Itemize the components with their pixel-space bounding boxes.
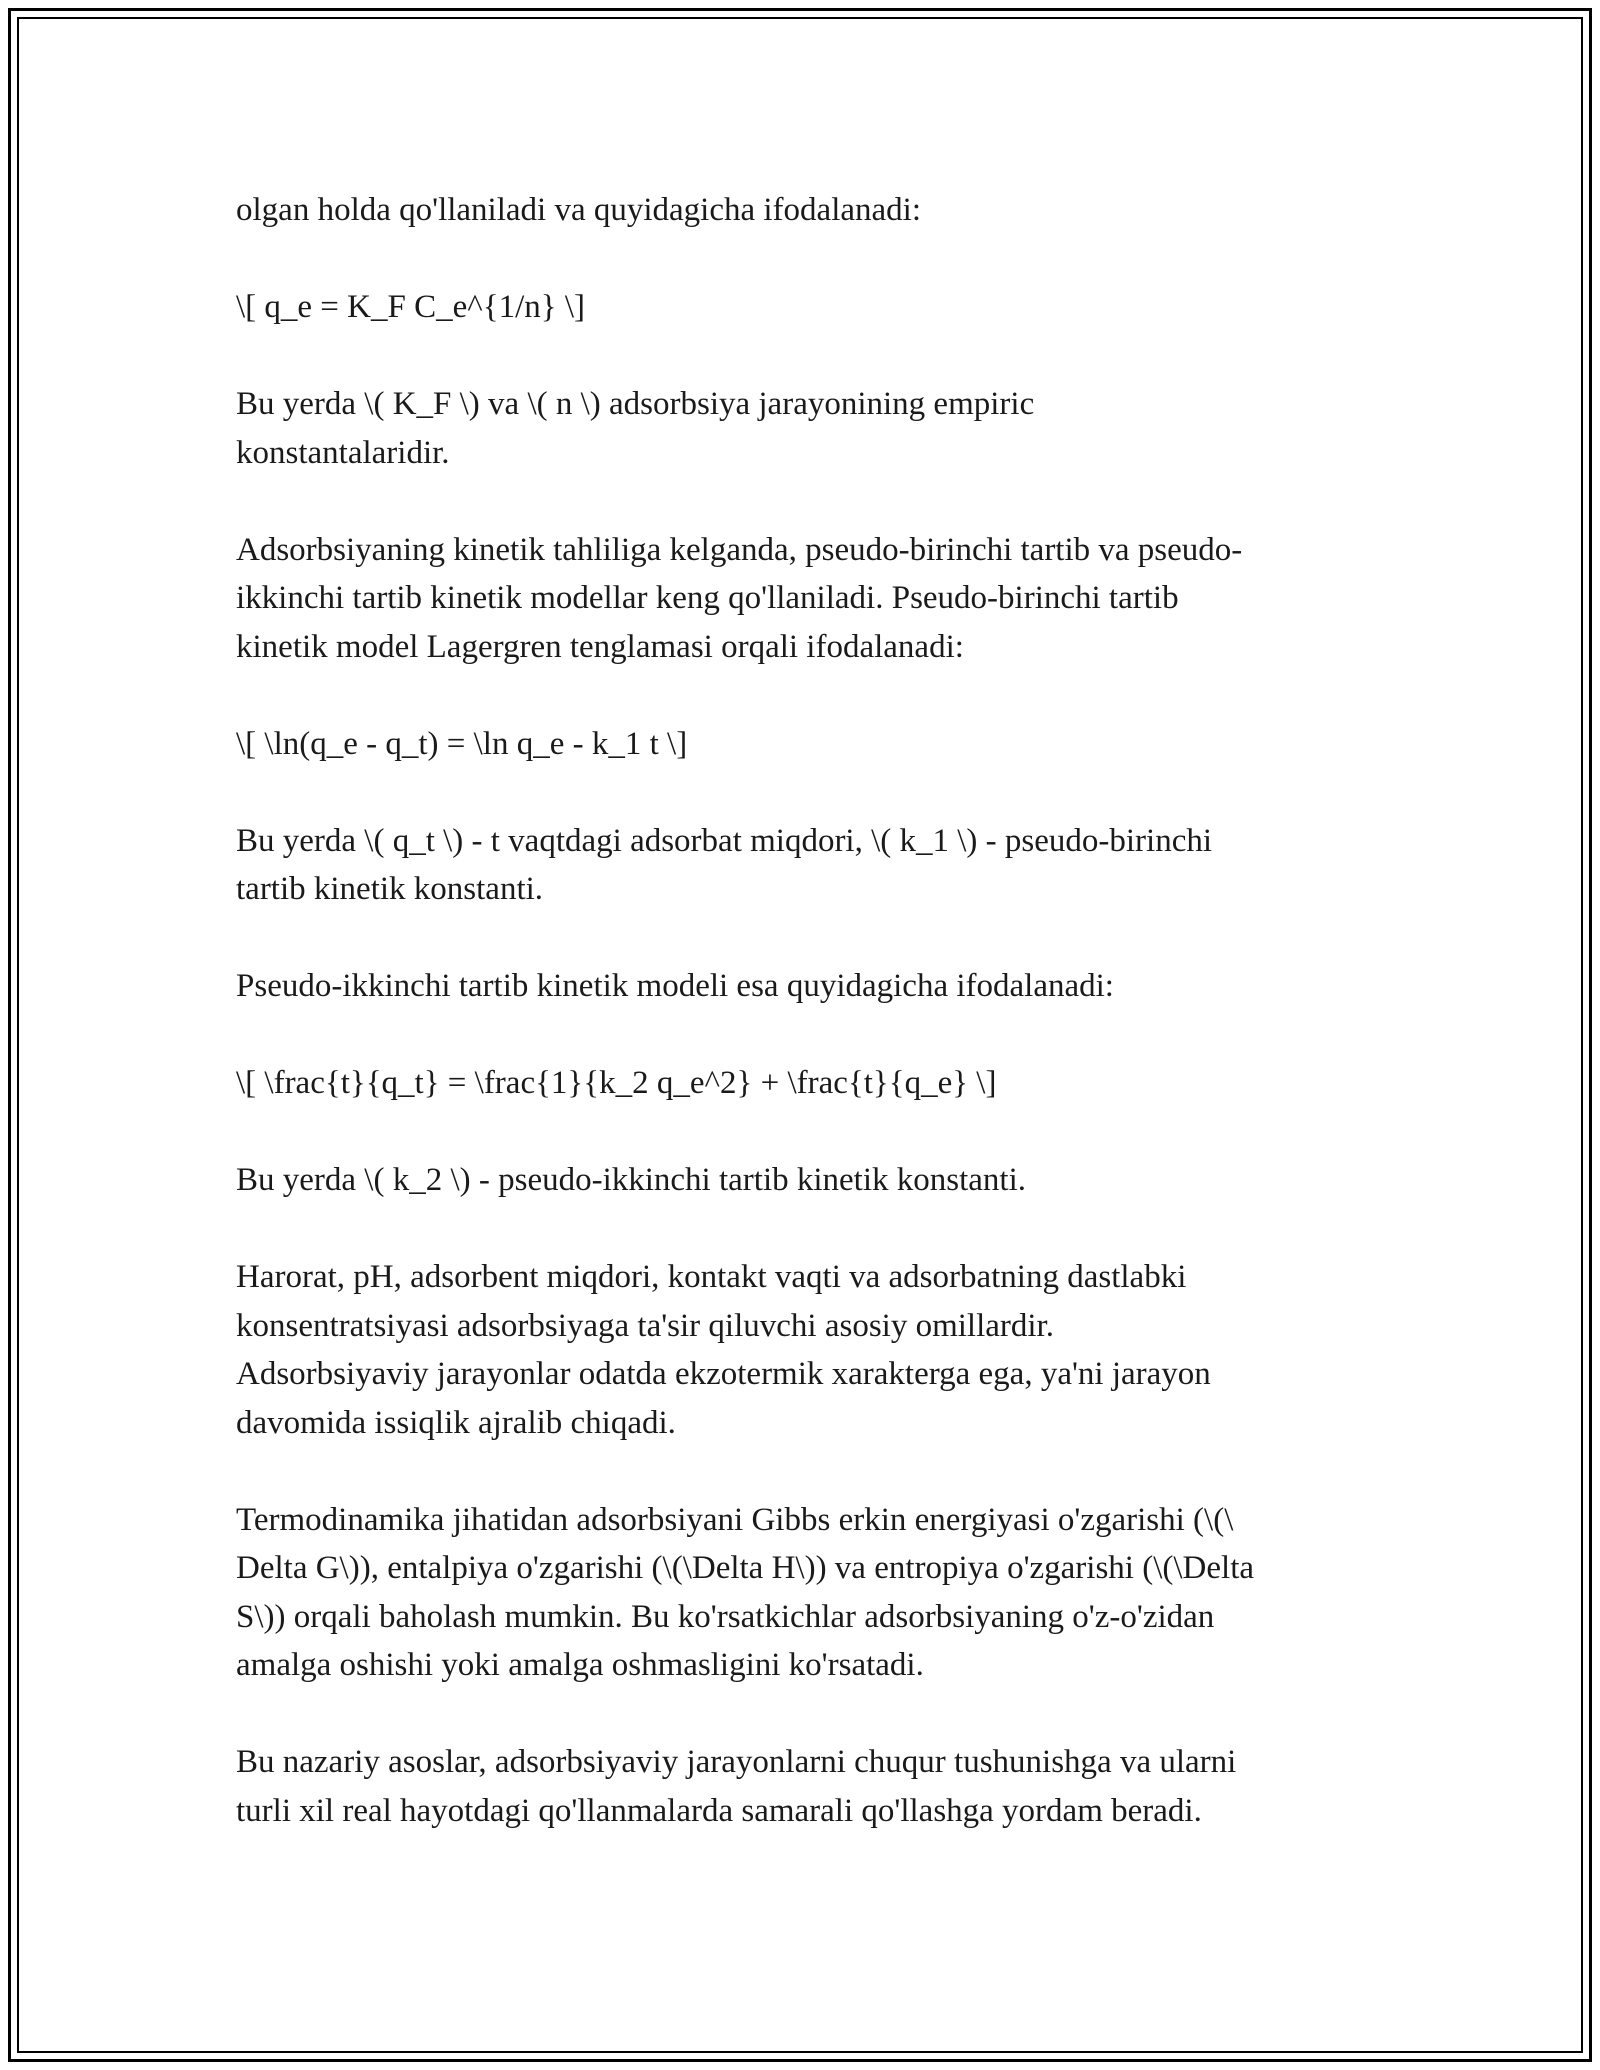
text-paragraph [236, 1156, 1376, 1205]
equation-line: \[ \frac{t}{q_t} = \frac{1}{k_2 q_e^2} + \frac{t}{q_e} \] [236, 1065, 997, 1101]
text-line: davomida issiqlik ajralib chiqadi. [236, 1404, 676, 1441]
text-line: konsentratsiyasi adsorbsiyaga ta'sir qiluvchi asosiy omillardir. [236, 1307, 1054, 1344]
text-line: Adsorbsiyaning kinetik tahliliga kelganda, pseudo-birinchi tartib va pseudo- [236, 531, 1243, 568]
text-paragraph [236, 186, 1376, 235]
text-line: S\)) orqali baholash mumkin. Bu ko'rsatkichlar adsorbsiyaning o'z-o'zidan [236, 1598, 1215, 1635]
text-paragraph [236, 1496, 1376, 1690]
text-line: Pseudo-ikkinchi tartib kinetik modeli esa quyidagicha ifodalanadi: [236, 968, 1114, 1004]
text-line: Bu yerda \( K_F \) va \( n \) adsorbsiya jarayonining empiric [236, 386, 1035, 422]
text-line: Termodinamika jihatidan adsorbsiyani Gibbs erkin energiyasi o'zgarishi (\(\ [236, 1501, 1234, 1538]
text-paragraph [236, 962, 1376, 1011]
text-line: Bu yerda \( k_2 \) - pseudo-ikkinchi tartib kinetik konstanti. [236, 1162, 1027, 1198]
text-line: Harorat, pH, adsorbent miqdori, kontakt vaqti va adsorbatning dastlabki [236, 1259, 1187, 1295]
text-line: kinetik model Lagergren tenglamasi orqali ifodalanadi: [236, 628, 964, 665]
text-line: konstantalaridir. [236, 434, 450, 471]
document-body [236, 186, 1376, 1835]
text-line: amalga oshishi yoki amalga oshmasligini ko'rsatadi. [236, 1647, 924, 1683]
equation-line: \[ q_e = K_F C_e^{1/n} \] [236, 289, 585, 325]
text-line: turli xil real hayotdagi qo'llanmalarda samarali qo'llashga yordam beradi. [236, 1792, 1202, 1829]
equation-line: \[ \ln(q_e - q_t) = \ln q_e - k_1 t \] [236, 725, 688, 762]
text-line: ikkinchi tartib kinetik modellar keng qo'llaniladi. Pseudo-birinchi tartib [236, 580, 1179, 616]
text-line: Bu nazariy asoslar, adsorbsiyaviy jarayonlarni chuqur tushunishga va ularni [236, 1744, 1237, 1780]
text-paragraph [236, 526, 1376, 672]
text-paragraph [236, 380, 1376, 477]
equation-paragraph [236, 283, 1376, 332]
text-paragraph [236, 1738, 1376, 1835]
text-line: olgan holda qo'llaniladi va quyidagicha ifodalanadi: [236, 192, 921, 228]
text-paragraph [236, 1253, 1376, 1447]
text-line: Bu yerda \( q_t \) - t vaqtdagi adsorbat miqdori, \( k_1 \) - pseudo-birinchi [236, 822, 1213, 859]
equation-paragraph [236, 1059, 1376, 1108]
equation-paragraph [236, 720, 1376, 769]
text-line: Delta G\)), entalpiya o'zgarishi (\(\Delta H\)) va entropiya o'zgarishi (\(\Delta [236, 1550, 1255, 1586]
text-line: tartib kinetik konstanti. [236, 871, 544, 907]
text-paragraph [236, 817, 1376, 914]
text-line: Adsorbsiyaviy jarayonlar odatda ekzotermik xarakterga ega, ya'ni jarayon [236, 1356, 1211, 1392]
